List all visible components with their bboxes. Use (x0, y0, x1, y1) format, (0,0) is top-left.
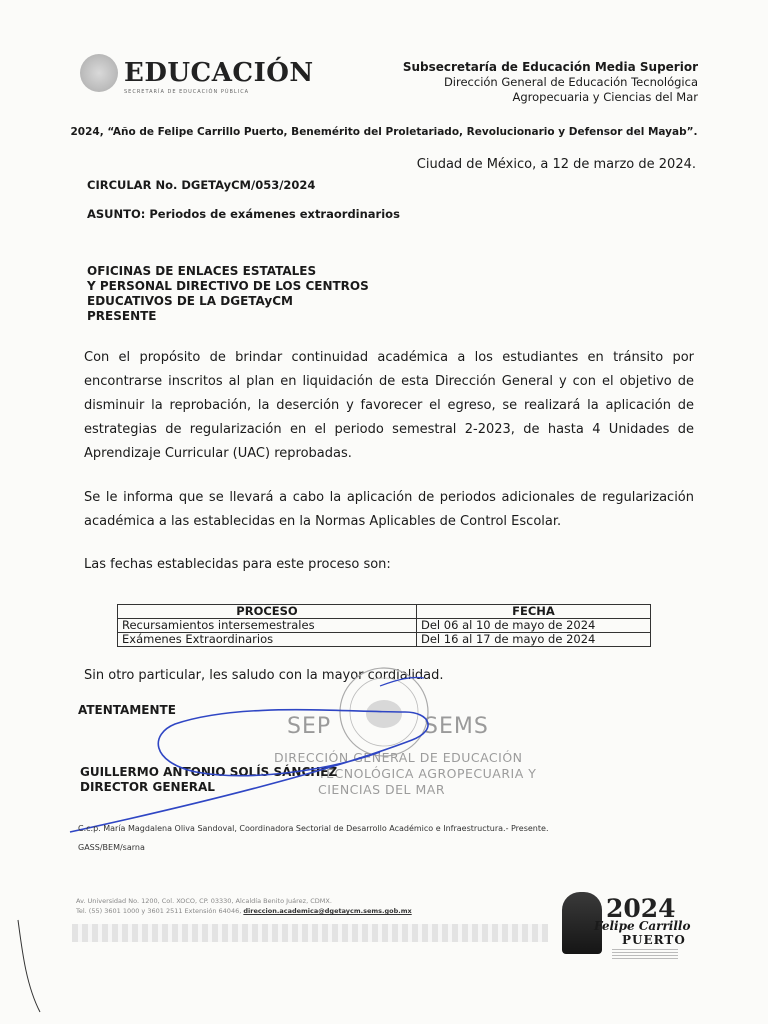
office-line-2: Dirección General de Educación Tecnológica (443, 75, 698, 89)
margin-stroke (18, 920, 40, 1012)
table-cell: Exámenes Extraordinarios (118, 633, 417, 647)
signer-title: DIRECTOR GENERAL (80, 780, 215, 794)
year-logo-surname: PUERTO (622, 933, 686, 947)
stamp-sep-label: SEP (287, 714, 332, 739)
table-cell: Del 16 al 17 de mayo de 2024 (417, 633, 651, 647)
stamp-line: DIRECCIÓN GENERAL DE EDUCACIÓN (274, 750, 523, 765)
year-motto: 2024, “Año de Felipe Carrillo Puerto, Benemérito del Proletariado, Revolucionario y Defensor del Mayab”. (70, 126, 698, 138)
addressee-line: OFICINAS DE ENLACES ESTATALES (87, 264, 317, 278)
addressee-line: EDUCATIVOS DE LA DGETAyCM (87, 294, 293, 308)
stamp-line: CIENCIAS DEL MAR (318, 782, 446, 797)
table-cell: Del 06 al 10 de mayo de 2024 (417, 619, 651, 633)
table-header-cell: PROCESO (118, 605, 417, 619)
year-logo-number: 2024 (606, 894, 676, 923)
logo-title: EDUCACIÓN (124, 58, 314, 88)
signer-name: GUILLERMO ANTONIO SOLÍS SÁNCHEZ (80, 765, 338, 779)
ccp-line: C.c.p. María Magdalena Oliva Sandoval, Coordinadora Sectorial de Desarrollo Académico e Infraestructura.- Presente. (78, 824, 549, 833)
body-paragraph-3: Las fechas establecidas para este proceso son: (84, 557, 391, 572)
footer-email-link[interactable]: direccion.academica@dgetaycm.sems.gob.mx (243, 907, 412, 915)
atentamente-label: ATENTAMENTE (78, 703, 176, 717)
closing-line: Sin otro particular, les saludo con la mayor cordialidad. (84, 668, 444, 683)
footer-address-line: Av. Universidad No. 1200, Col. XOCO, CP. 03330, Alcaldía Benito Juárez, CDMX. (76, 897, 332, 905)
circular-number: CIRCULAR No. DGETAyCM/053/2024 (87, 178, 316, 192)
table-cell: Recursamientos intersemestrales (118, 619, 417, 633)
footer-phone: Tel. (55) 3601 1000 y 3601 2511 Extensión 64046, (76, 907, 242, 915)
logo-subtitle: SECRETARÍA DE EDUCACIÓN PÚBLICA (124, 89, 250, 95)
table-header-cell: FECHA (417, 605, 651, 619)
body-paragraph-2: Se le informa que se llevará a cabo la aplicación de periodos adicionales de regularización académica a las establecidas en la Normas Aplicables de Control Escolar. (84, 490, 694, 529)
addressee-line: Y PERSONAL DIRECTIVO DE LOS CENTROS (87, 279, 369, 293)
date-line: Ciudad de México, a 12 de marzo de 2024. (416, 157, 696, 172)
stamp-sems-label: SEMS (424, 714, 489, 739)
office-line-1: Subsecretaría de Educación Media Superior (402, 60, 698, 74)
body-paragraph-1: Con el propósito de brindar continuidad académica a los estudiantes en tránsito por encontrarse inscritos al plan en liquidación de esta Dirección General y con el objetivo de disminuir la reprobación, la deserción y favorecer el egreso, se realizará la aplicación de estrategias de regularización en el periodo semestral 2-2023, de hasta 4 Unidades de Aprendizaje Curricular (UAC) reprobadas. (84, 350, 694, 461)
stamp-line: TECNOLÓGICA AGROPECUARIA Y (318, 766, 537, 781)
subject-line: ASUNTO: Periodos de exámenes extraordinarios (87, 207, 400, 221)
office-line-3: Agropecuaria y Ciencias del Mar (512, 90, 698, 104)
year-logo-name: Felipe Carrillo (594, 919, 691, 933)
addressee-line: PRESENTE (87, 309, 157, 323)
initials-line: GASS/BEM/sarna (78, 843, 145, 852)
